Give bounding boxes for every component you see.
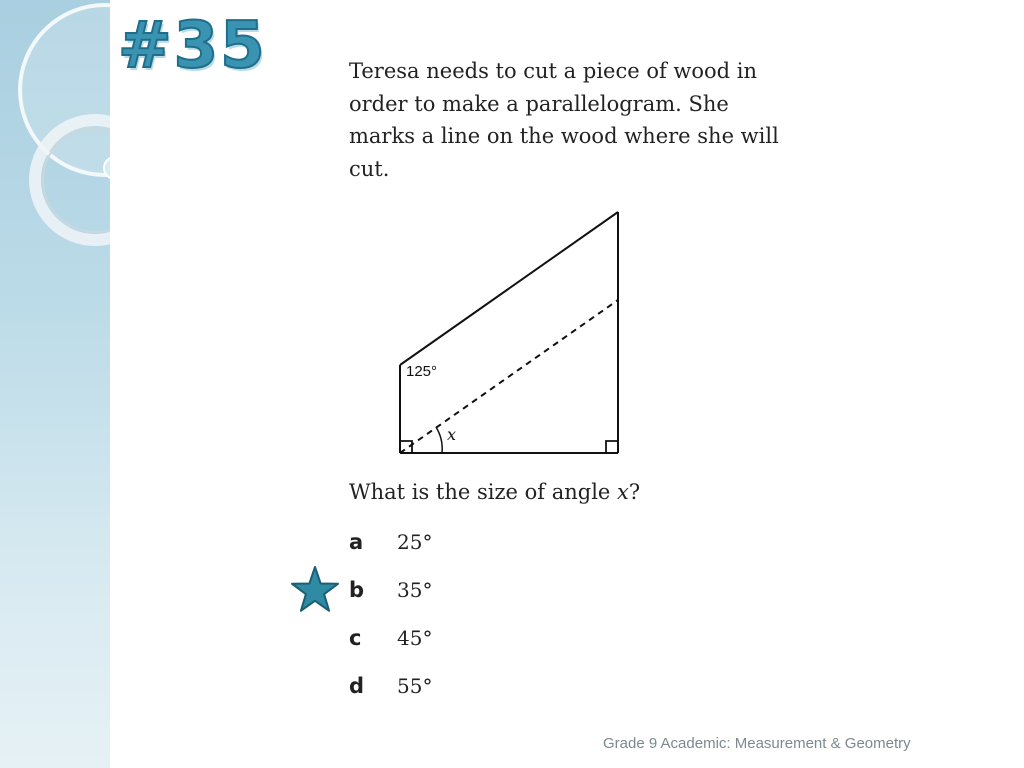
prompt-text: What is the size of angle bbox=[349, 480, 618, 504]
choice-letter: c bbox=[349, 626, 362, 650]
choice-letter: a bbox=[349, 530, 364, 554]
angle-arc bbox=[436, 427, 442, 453]
angle-x-label: x bbox=[447, 425, 457, 444]
angle-125-label: 125° bbox=[406, 363, 438, 380]
sidebar-divider bbox=[110, 0, 114, 768]
choice-value: 45° bbox=[397, 626, 433, 650]
choice-letter: b bbox=[349, 578, 365, 602]
choice-value: 35° bbox=[397, 578, 433, 602]
star-icon bbox=[290, 565, 340, 615]
sidebar-decoration bbox=[0, 0, 113, 768]
choice-value: 55° bbox=[397, 674, 433, 698]
choice-value: 25° bbox=[397, 530, 433, 554]
question-text: Teresa needs to cut a piece of wood in order to make a parallelogram. She marks a line on the wood where she will cut. bbox=[349, 59, 779, 181]
ring-decoration bbox=[0, 0, 113, 260]
trapezoid-shape bbox=[400, 212, 618, 453]
choice-letter: d bbox=[349, 674, 365, 698]
question-prompt bbox=[349, 480, 640, 504]
prompt-variable: x bbox=[617, 480, 629, 504]
prompt-end: ? bbox=[628, 480, 641, 504]
footer-course-label: Grade 9 Academic: Measurement & Geometry bbox=[603, 735, 911, 752]
slide-title: #35 bbox=[118, 9, 267, 83]
right-angle-marker bbox=[606, 441, 618, 453]
geometry-diagram bbox=[380, 200, 630, 460]
